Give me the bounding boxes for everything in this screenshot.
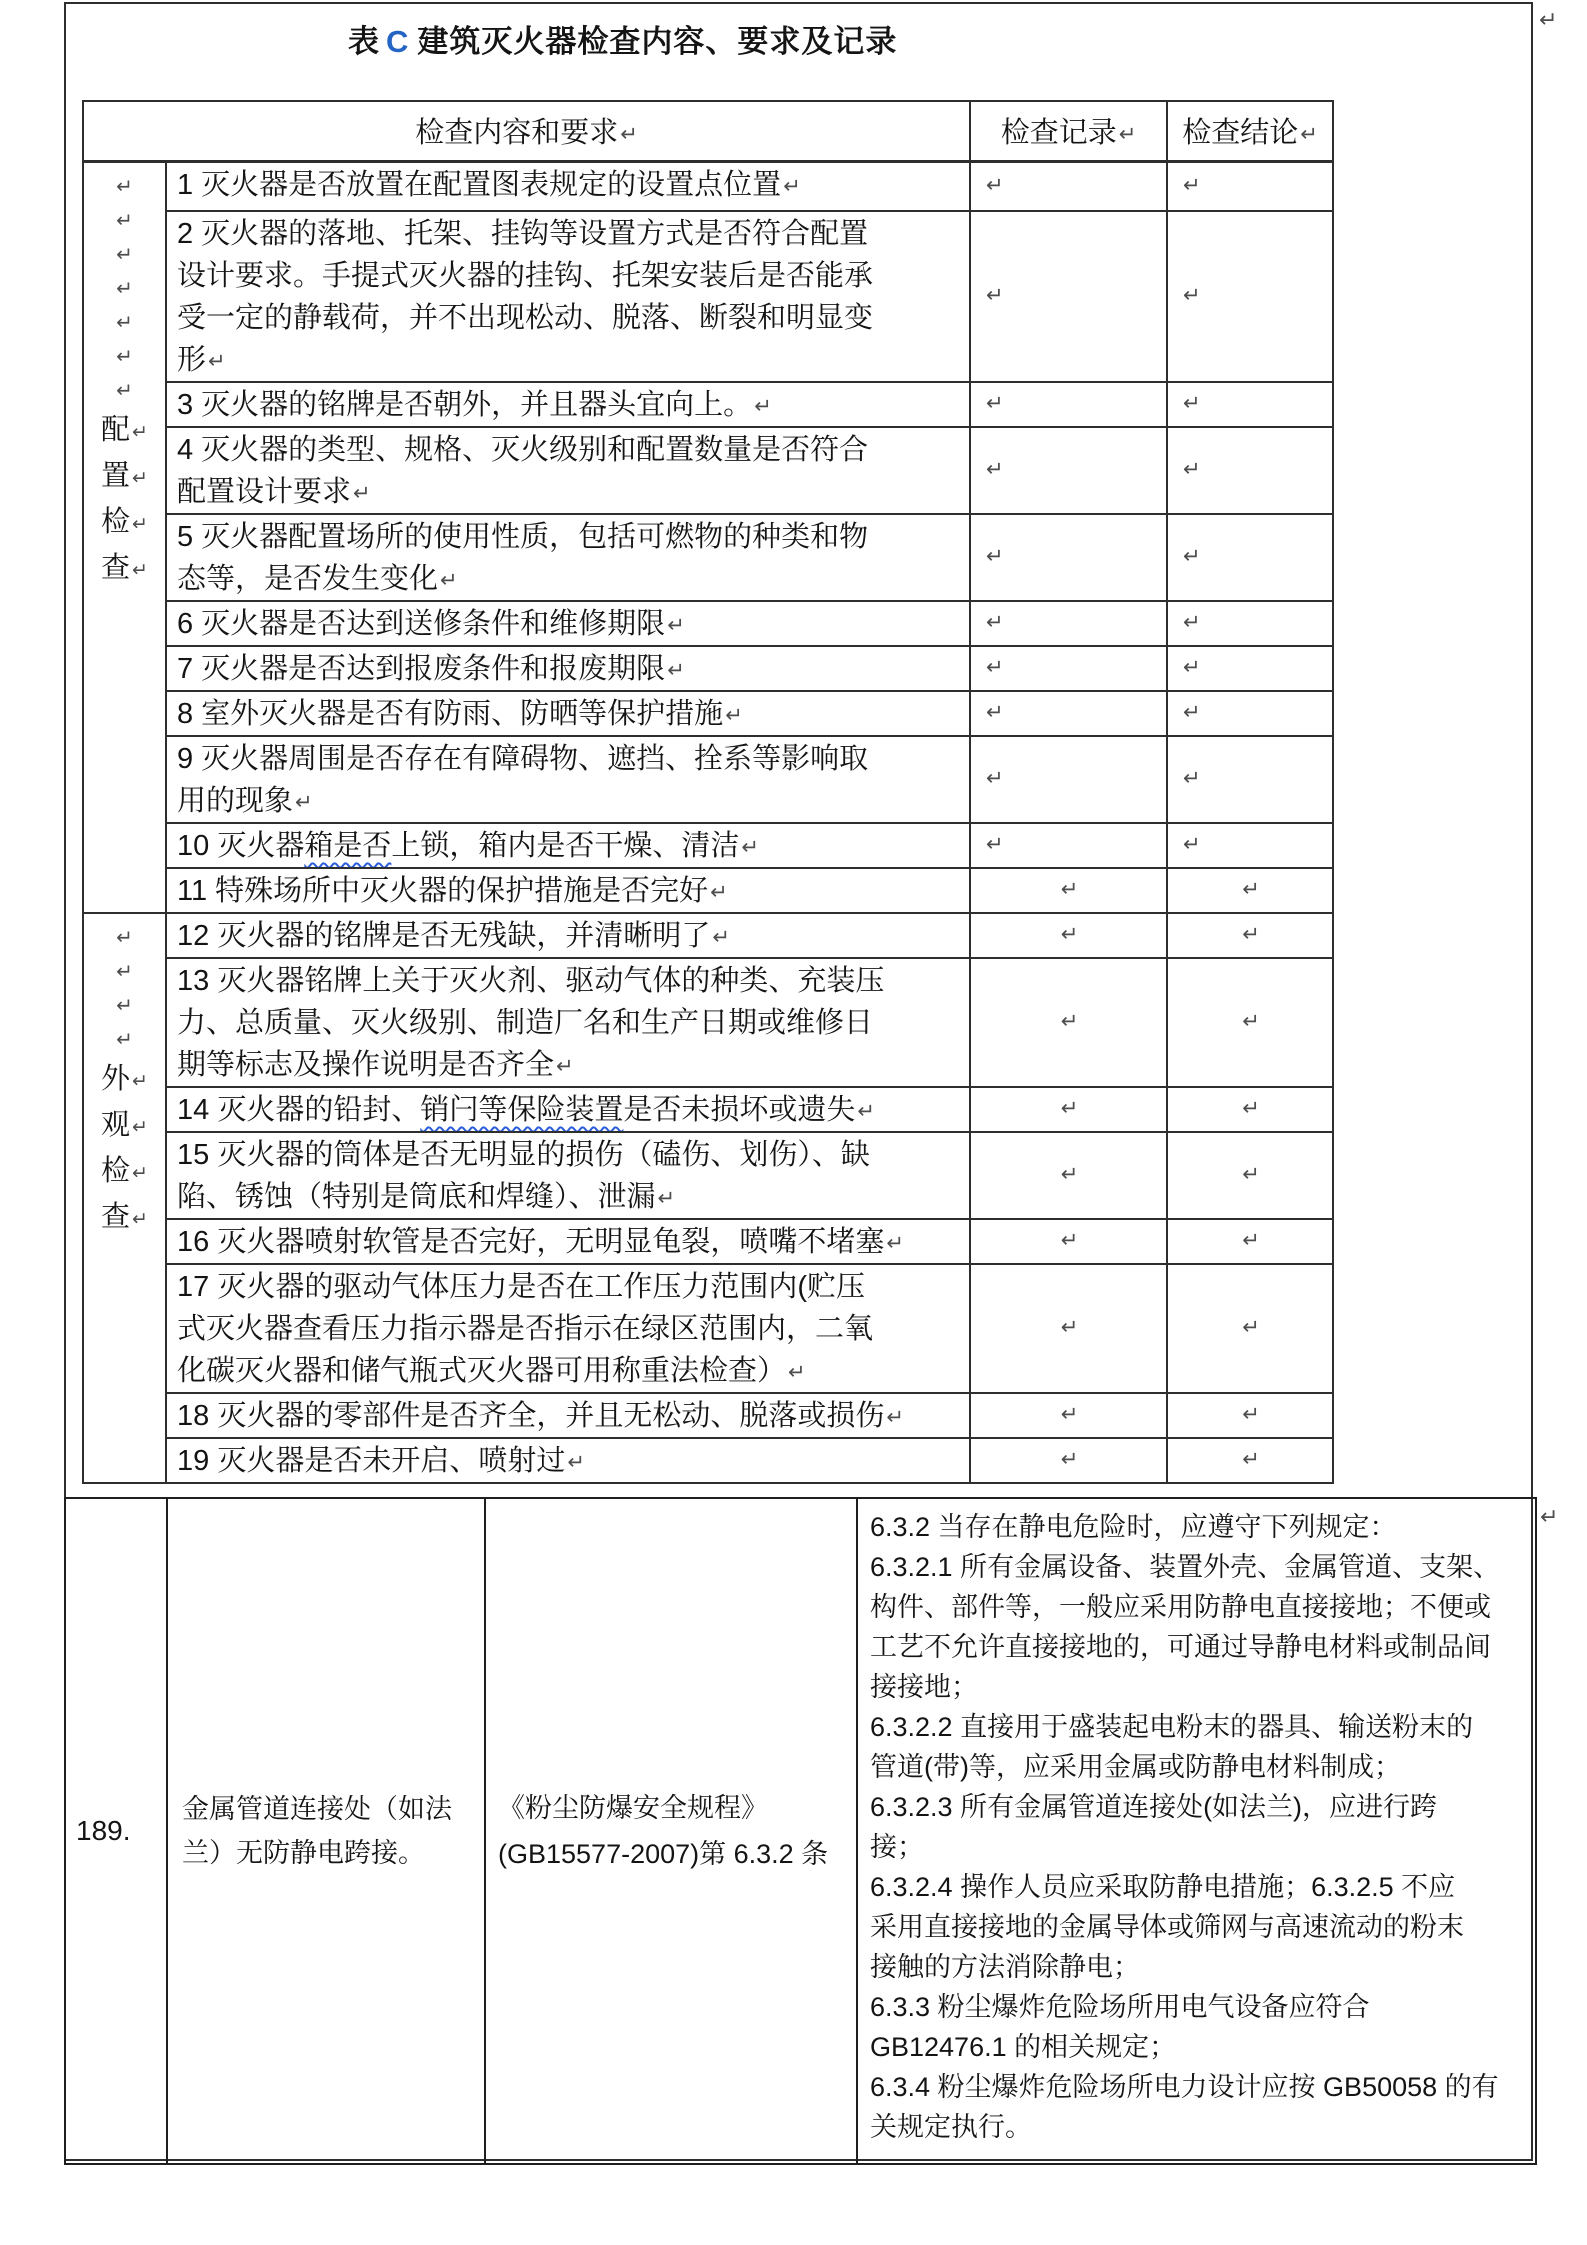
paragraph-mark-icon: ↵ bbox=[116, 993, 133, 1017]
paragraph-mark-icon: ↵ bbox=[1060, 1009, 1079, 1033]
conclusion-cell bbox=[1167, 913, 1333, 958]
conclusion-cell bbox=[1167, 514, 1333, 601]
paragraph-mark-icon: ↵ bbox=[1183, 172, 1201, 197]
doc-title-letter-c: C bbox=[386, 24, 410, 59]
paragraph-mark-icon: ↵ bbox=[132, 420, 148, 443]
inspection-row-13 bbox=[83, 958, 1333, 1087]
paragraph-mark-icon: ↵ bbox=[1183, 283, 1201, 307]
section-label-外观检查: ↵ ↵ ↵ ↵ 外 ↵ 观 ↵ 检 ↵ 查 ↵ bbox=[83, 913, 166, 1483]
paragraph-mark-icon: ↵ bbox=[1242, 1096, 1260, 1120]
paragraph-mark-icon: ↵ bbox=[1183, 832, 1201, 856]
inspection-row-10 bbox=[83, 823, 1333, 868]
inspection-row-2 bbox=[83, 211, 1333, 382]
paragraph-mark-icon: ↵ bbox=[132, 1116, 148, 1138]
inspection-item-text: 2 灭火器的落地、托架、挂钩等设置方式是否符合配置 设计要求。手提式灭火器的挂钩、托架安装后是否能承 受一定的静载荷，并不出现松动、脱落、断裂和明显变 形↵ bbox=[166, 211, 970, 382]
record-cell bbox=[970, 691, 1167, 736]
inspection-table-header-row bbox=[83, 101, 1333, 161]
paragraph-mark-icon: ↵ bbox=[1183, 766, 1201, 790]
inspection-item-text: 4 灭火器的类型、规格、灭火级别和配置数量是否符合 配置设计要求↵ bbox=[166, 427, 970, 514]
record-cell bbox=[970, 211, 1167, 382]
inspection-row-1 bbox=[83, 161, 1333, 211]
paragraph-mark-icon: ↵ bbox=[986, 457, 1004, 481]
paragraph-mark-icon: ↵ bbox=[620, 122, 638, 147]
paragraph-mark-icon: ↵ bbox=[556, 1054, 574, 1078]
regulation-row-189 bbox=[65, 1498, 1536, 2164]
doc-title-text: 建筑灭火器检查内容、要求及记录 bbox=[417, 24, 898, 59]
paragraph-mark-icon: ↵ bbox=[440, 568, 458, 592]
inspection-row-5 bbox=[83, 514, 1333, 601]
paragraph-mark-icon: ↵ bbox=[295, 790, 313, 814]
header-content: 检查内容和要求↵ bbox=[83, 101, 970, 161]
inspection-item-text: 19 灭火器是否未开启、喷射过↵ bbox=[166, 1438, 970, 1483]
paragraph-mark-icon: ↵ bbox=[754, 394, 772, 418]
header-record: 检查记录↵ bbox=[970, 101, 1167, 161]
spellcheck-squiggle: 箱是否 bbox=[304, 830, 392, 862]
regulation-text: 6.3.2 当存在静电危险时，应遵守下列规定： 6.3.2.1 所有金属设备、装置外壳、金属管道、支架、 构件、部件等，一般应采用防静电直接接地；不便或 工艺不允许直接接地的，可通过导静电材料或制品间 接接地； 6.3.2.2 直接用于盛装起电粉末的器具、输送粉末的 管道(带)等，应采用金属或防静电材料制成； 6.3.2.3 所有金属管道连接处(如法兰)，应进行跨 接； 6.3.2.4 操作人员应采取防静电措施；6.3.2.5 不应 采用直接接地的金属导体或筛网与高速流动的粉末 接触的方法消除静电； 6.3.3 粉尘爆炸危险场所用电气设备应符合 GB12476.1 的相关规定； 6.3.4 粉尘爆炸危险场所电力设计应按 GB50058 的有 关规定执行。 bbox=[857, 1498, 1536, 2164]
inspection-item-text: 11 特殊场所中灭火器的保护措施是否完好↵ bbox=[166, 868, 970, 913]
record-cell bbox=[970, 736, 1167, 823]
inspection-item-text: 18 灭火器的零部件是否齐全，并且无松动、脱落或损伤↵ bbox=[166, 1393, 970, 1438]
paragraph-mark-icon: ↵ bbox=[132, 1070, 148, 1092]
inspection-row-16 bbox=[83, 1219, 1333, 1264]
inspection-item-text: 14 灭火器的铅封、销闩等保险装置是否未损坏或遗失↵ bbox=[166, 1087, 970, 1132]
inspection-item-text: 1 灭火器是否放置在配置图表规定的设置点位置↵ bbox=[166, 161, 970, 211]
paragraph-mark-icon: ↵ bbox=[1242, 922, 1260, 946]
paragraph-mark-icon: ↵ bbox=[116, 1027, 133, 1051]
inspection-item-text: 16 灭火器喷射软管是否完好，无明显龟裂，喷嘴不堵塞↵ bbox=[166, 1219, 970, 1264]
paragraph-mark-icon: ↵ bbox=[1242, 1228, 1260, 1252]
paragraph-mark-icon: ↵ bbox=[1060, 1228, 1079, 1252]
paragraph-mark-icon: ↵ bbox=[986, 832, 1004, 856]
inspection-row-11 bbox=[83, 868, 1333, 913]
conclusion-cell bbox=[1167, 646, 1333, 691]
inspection-row-17 bbox=[83, 1264, 1333, 1393]
record-cell bbox=[970, 913, 1167, 958]
paragraph-mark-icon: ↵ bbox=[1183, 544, 1201, 568]
paragraph-mark-icon: ↵ bbox=[710, 880, 728, 904]
paragraph-mark-icon: ↵ bbox=[1183, 457, 1201, 481]
paragraph-mark-icon: ↵ bbox=[725, 703, 743, 727]
paragraph-mark-icon: ↵ bbox=[886, 1231, 904, 1255]
paragraph-mark-icon: ↵ bbox=[1242, 877, 1260, 901]
issue-description: 金属管道连接处（如法兰）无防静电跨接。 bbox=[167, 1498, 485, 2164]
paragraph-mark-icon: ↵ bbox=[1060, 1096, 1079, 1120]
paragraph-mark-icon: ↵ bbox=[116, 173, 133, 198]
inspection-item-text: 17 灭火器的驱动气体压力是否在工作压力范围内(贮压 式灭火器查看压力指示器是否指示在绿区范围内，二氧 化碳灭火器和储气瓶式灭火器可用称重法检查）↵ bbox=[166, 1264, 970, 1393]
paragraph-mark-icon: ↵ bbox=[132, 1208, 148, 1230]
inspection-row-15 bbox=[83, 1132, 1333, 1219]
paragraph-mark-icon: ↵ bbox=[116, 377, 133, 402]
paragraph-mark-icon: ↵ bbox=[1183, 655, 1201, 679]
paragraph-mark-icon: ↵ bbox=[1539, 8, 1558, 33]
paragraph-mark-icon: ↵ bbox=[1183, 610, 1201, 634]
conclusion-cell bbox=[1167, 601, 1333, 646]
paragraph-mark-icon: ↵ bbox=[132, 558, 148, 581]
paragraph-mark-icon: ↵ bbox=[667, 658, 685, 682]
inspection-row-6 bbox=[83, 601, 1333, 646]
record-cell bbox=[970, 1264, 1167, 1393]
record-cell bbox=[970, 1438, 1167, 1483]
doc-title bbox=[348, 16, 897, 61]
paragraph-mark-icon: ↵ bbox=[986, 700, 1004, 724]
doc-title-prefix: 表 bbox=[348, 24, 380, 59]
regulation-table bbox=[64, 1497, 1537, 2165]
paragraph-mark-icon: ↵ bbox=[1540, 1505, 1559, 1530]
conclusion-cell bbox=[1167, 1393, 1333, 1438]
record-cell bbox=[970, 161, 1167, 211]
paragraph-mark-icon: ↵ bbox=[132, 1162, 148, 1184]
inspection-item-text: 3 灭火器的铭牌是否朝外，并且器头宜向上。↵ bbox=[166, 382, 970, 427]
record-cell bbox=[970, 601, 1167, 646]
section-label-配置检查: ↵ ↵ ↵ ↵ ↵ ↵ ↵ 配 ↵ 置 ↵ 检 ↵ 查 ↵ bbox=[83, 161, 166, 913]
paragraph-mark-icon: ↵ bbox=[1060, 1315, 1079, 1339]
paragraph-mark-icon: ↵ bbox=[986, 766, 1004, 790]
conclusion-cell bbox=[1167, 382, 1333, 427]
conclusion-cell bbox=[1167, 1087, 1333, 1132]
conclusion-cell bbox=[1167, 161, 1333, 211]
inspection-item-text: 7 灭火器是否达到报废条件和报废期限↵ bbox=[166, 646, 970, 691]
paragraph-mark-icon: ↵ bbox=[783, 173, 801, 198]
paragraph-mark-icon: ↵ bbox=[1060, 1447, 1079, 1471]
inspection-row-18 bbox=[83, 1393, 1333, 1438]
inspection-row-4 bbox=[83, 427, 1333, 514]
conclusion-cell bbox=[1167, 427, 1333, 514]
record-cell bbox=[970, 646, 1167, 691]
paragraph-mark-icon: ↵ bbox=[741, 835, 759, 859]
inspection-item-text: 12 灭火器的铭牌是否无残缺，并清晰明了↵ bbox=[166, 913, 970, 958]
paragraph-mark-icon: ↵ bbox=[1242, 1402, 1260, 1426]
paragraph-mark-icon: ↵ bbox=[1183, 391, 1201, 415]
record-cell bbox=[970, 868, 1167, 913]
spellcheck-squiggle: 销闩等保险装置 bbox=[420, 1094, 624, 1126]
conclusion-cell bbox=[1167, 868, 1333, 913]
paragraph-mark-icon: ↵ bbox=[788, 1360, 806, 1384]
record-cell bbox=[970, 958, 1167, 1087]
conclusion-cell bbox=[1167, 736, 1333, 823]
paragraph-mark-icon: ↵ bbox=[1183, 700, 1201, 724]
record-cell bbox=[970, 514, 1167, 601]
conclusion-cell bbox=[1167, 1438, 1333, 1483]
paragraph-mark-icon: ↵ bbox=[1242, 1009, 1260, 1033]
record-cell bbox=[970, 427, 1167, 514]
inspection-row-19 bbox=[83, 1438, 1333, 1483]
inspection-item-text: 6 灭火器是否达到送修条件和维修期限↵ bbox=[166, 601, 970, 646]
conclusion-cell bbox=[1167, 1132, 1333, 1219]
paragraph-mark-icon: ↵ bbox=[1118, 122, 1137, 147]
paragraph-mark-icon: ↵ bbox=[1060, 1402, 1079, 1426]
paragraph-mark-icon: ↵ bbox=[986, 283, 1004, 307]
paragraph-mark-icon: ↵ bbox=[1242, 1162, 1260, 1186]
paragraph-mark-icon: ↵ bbox=[116, 925, 133, 949]
record-cell bbox=[970, 382, 1167, 427]
paragraph-mark-icon: ↵ bbox=[567, 1450, 585, 1474]
paragraph-mark-icon: ↵ bbox=[116, 309, 133, 334]
paragraph-mark-icon: ↵ bbox=[116, 207, 133, 232]
paragraph-mark-icon: ↵ bbox=[353, 481, 371, 505]
paragraph-mark-icon: ↵ bbox=[986, 655, 1004, 679]
record-cell bbox=[970, 1219, 1167, 1264]
inspection-row-7 bbox=[83, 646, 1333, 691]
paragraph-mark-icon: ↵ bbox=[657, 1186, 676, 1210]
paragraph-mark-icon: ↵ bbox=[1300, 122, 1318, 147]
item-number: 189. bbox=[65, 1498, 167, 2164]
inspection-item-text: 10 灭火器箱是否上锁，箱内是否干燥、清洁↵ bbox=[166, 823, 970, 868]
conclusion-cell bbox=[1167, 691, 1333, 736]
inspection-item-text: 15 灭火器的筒体是否无明显的损伤（磕伤、划伤）、缺 陷、锈蚀（特别是筒底和焊缝）、泄漏↵ bbox=[166, 1132, 970, 1219]
inspection-row-12 bbox=[83, 913, 1333, 958]
paragraph-mark-icon: ↵ bbox=[132, 512, 148, 535]
paragraph-mark-icon: ↵ bbox=[1242, 1315, 1260, 1339]
paragraph-mark-icon: ↵ bbox=[116, 343, 133, 368]
paragraph-mark-icon: ↵ bbox=[116, 275, 133, 300]
conclusion-cell bbox=[1167, 958, 1333, 1087]
paragraph-mark-icon: ↵ bbox=[667, 613, 685, 637]
inspection-table bbox=[82, 100, 1334, 1484]
paragraph-mark-icon: ↵ bbox=[116, 959, 133, 983]
paragraph-mark-icon: ↵ bbox=[1242, 1447, 1260, 1471]
inspection-row-14 bbox=[83, 1087, 1333, 1132]
paragraph-mark-icon: ↵ bbox=[712, 925, 730, 949]
header-conclusion: 检查结论↵ bbox=[1167, 101, 1333, 161]
paragraph-mark-icon: ↵ bbox=[1060, 1162, 1079, 1186]
paragraph-mark-icon: ↵ bbox=[132, 466, 148, 489]
conclusion-cell bbox=[1167, 823, 1333, 868]
paragraph-mark-icon: ↵ bbox=[986, 391, 1004, 415]
inspection-row-8 bbox=[83, 691, 1333, 736]
paragraph-mark-icon: ↵ bbox=[116, 241, 133, 266]
conclusion-cell bbox=[1167, 211, 1333, 382]
record-cell bbox=[970, 1393, 1167, 1438]
paragraph-mark-icon: ↵ bbox=[886, 1405, 904, 1429]
paragraph-mark-icon: ↵ bbox=[1060, 877, 1079, 901]
paragraph-mark-icon: ↵ bbox=[208, 349, 226, 373]
conclusion-cell bbox=[1167, 1264, 1333, 1393]
paragraph-mark-icon: ↵ bbox=[857, 1099, 875, 1123]
record-cell bbox=[970, 823, 1167, 868]
conclusion-cell bbox=[1167, 1219, 1333, 1264]
paragraph-mark-icon: ↵ bbox=[1060, 922, 1079, 946]
regulation-reference: 《粉尘防爆安全规程》 (GB15577-2007)第 6.3.2 条 bbox=[485, 1498, 857, 2164]
inspection-row-3 bbox=[83, 382, 1333, 427]
paragraph-mark-icon: ↵ bbox=[986, 172, 1004, 197]
paragraph-mark-icon: ↵ bbox=[986, 544, 1004, 568]
inspection-item-text: 5 灭火器配置场所的使用性质，包括可燃物的种类和物 态等，是否发生变化↵ bbox=[166, 514, 970, 601]
inspection-item-text: 13 灭火器铭牌上关于灭火剂、驱动气体的种类、充装压 力、总质量、灭火级别、制造厂名和生产日期或维修日 期等标志及操作说明是否齐全↵ bbox=[166, 958, 970, 1087]
inspection-item-text: 9 灭火器周围是否存在有障碍物、遮挡、拴系等影响取 用的现象↵ bbox=[166, 736, 970, 823]
inspection-item-text: 8 室外灭火器是否有防雨、防晒等保护措施↵ bbox=[166, 691, 970, 736]
inspection-row-9 bbox=[83, 736, 1333, 823]
record-cell bbox=[970, 1087, 1167, 1132]
paragraph-mark-icon: ↵ bbox=[986, 610, 1004, 634]
record-cell bbox=[970, 1132, 1167, 1219]
